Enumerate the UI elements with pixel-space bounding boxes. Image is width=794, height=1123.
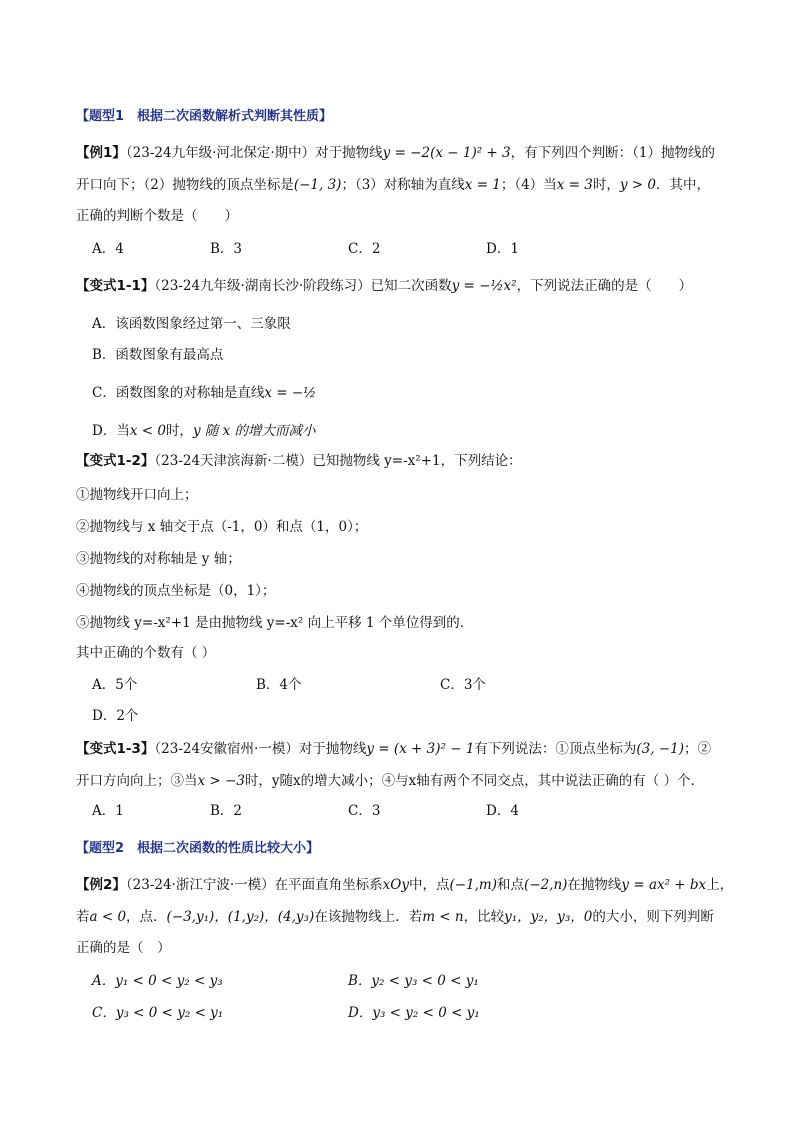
variant-1-1-line-1 [76,277,692,295]
option-d: D．y₃ < y₂ < 0 < y₁ [348,1005,480,1021]
example-2-line-1 [76,876,733,894]
variant-1-3-line-2 [76,772,704,790]
text: 开口向下；（2）抛物线的顶点坐标是 [76,177,294,193]
text: 在抛物线 [567,877,622,893]
option-c: C．y₃ < 0 < y₂ < y₁ [92,1005,224,1021]
math-equation: y = −2(x − 1)² + 3 [382,145,511,161]
option-d: D．1 [486,241,519,257]
example-1-tag: 【例1】 [76,145,126,161]
math-condition: x < 0 [129,423,166,439]
math-equation: y = ax² + bx [621,877,707,893]
variant-1-2-line-1 [76,452,522,470]
variant-1-3-tag: 【变式1-3】 [76,741,155,757]
text: 在该抛物线上．若 [314,909,423,925]
math-condition: a < 0 [89,909,127,925]
math-condition: x > −3 [197,773,245,789]
text: 开口方向向上；③当 [76,773,198,789]
math-axis: x = 1 [464,177,501,193]
option-d [92,422,316,440]
text: 的大小，则下列判断 [592,909,714,925]
variant-1-1-tag: 【变式1-1】 [76,278,155,294]
text: y 随 x 的增大而减小 [192,423,316,439]
statement-3: ③抛物线的对称轴是 y 轴； [76,551,241,567]
math-condition: y > 0 [619,177,656,193]
math-equation: y = (x + 3)² − 1 [366,741,475,757]
option-b: B．3 [210,241,243,257]
math-point: (−2,n) [524,877,568,893]
statement-4: ④抛物线的顶点坐标是（0，1）； [76,583,276,599]
text: C．函数图象的对称轴是直线 [92,385,265,401]
example-1-line-2 [76,176,710,194]
math-points: (−3,y₁)，(1,y₂)，(4,y₃) [166,909,315,925]
example-2-tag: 【例2】 [76,877,126,893]
math-variables: y₁，y₂，y₃，0 [504,909,593,925]
statement-1: ①抛物线开口向上； [76,487,198,503]
text: 时， [165,423,193,439]
text: （23-24天津滨海新·二模）已知抛物线 y=-x²+1，下列结论： [154,453,522,469]
text: 中，点 [408,877,450,893]
text: 时， [592,177,620,193]
example-2-line-2 [76,908,714,926]
text: ，有下列四个判断：（1）抛物线的 [510,145,715,161]
text: ．其中， [655,177,710,193]
variant-1-2-tag: 【变式1-2】 [76,453,155,469]
statement-2: ②抛物线与 x 轴交于点（-1，0）和点（1，0）； [76,519,368,535]
option-d: D．4 [486,803,519,819]
text: ；（4）当 [500,177,557,193]
text: ；② [684,741,712,757]
text: 时，y随x的增大减小；④与x轴有两个不同交点，其中说法正确的有（ ）个． [244,773,705,789]
example-1-line-3: 正确的判断个数是（ ） [76,208,238,224]
text: 若 [76,909,90,925]
example-2-line-3: 正确的是（ ） [76,940,171,956]
option-a: A．y₁ < 0 < y₂ < y₃ [92,973,223,989]
text: 上， [706,877,734,893]
example-1-line-1 [76,144,715,162]
math-condition: x = 3 [556,177,593,193]
text: 有下列说法：①顶点坐标为 [474,741,637,757]
option-b: B．4个 [256,677,302,693]
text: （23-24安徽宿州·一模）对于抛物线 [154,741,367,757]
math-equation: y = −½x² [451,278,517,294]
text: ，比较 [463,909,505,925]
math-axis: x = −½ [264,385,317,401]
option-c: C．2 [348,241,381,257]
option-b: B．y₂ < y₃ < 0 < y₁ [348,973,479,989]
text: （23-24九年级·河北保定·期中）对于抛物线 [125,145,383,161]
math-system: xOy [382,877,409,893]
section-heading-2: 【题型2 根据二次函数的性质比较大小】 [76,841,320,856]
text: D．当 [92,423,130,439]
math-point: (−1,m) [449,877,497,893]
option-a: A．4 [92,241,124,257]
text: ；（3）对称轴为直线 [341,177,465,193]
option-a: A．5个 [92,677,138,693]
option-c: C．3 [348,803,381,819]
math-vertex: (3, −1) [636,741,685,757]
math-vertex: (−1, 3) [293,177,342,193]
text: 和点 [497,877,524,893]
option-c: C．3个 [440,677,486,693]
option-c [92,384,316,402]
statement-5: ⑤抛物线 y=-x²+1 是由抛物线 y=-x² 向上平移 1 个单位得到的． [76,615,474,631]
option-b: B．2 [210,803,243,819]
text: （23-24·浙江宁波·一模）在平面直角坐标系 [125,877,383,893]
math-condition: m < n [422,909,464,925]
option-b: B．函数图象有最高点 [92,347,224,363]
text: （23-24九年级·湖南长沙·阶段练习）已知二次函数 [154,278,452,294]
variant-1-2-question: 其中正确的个数有（ ） [76,645,216,661]
variant-1-3-line-1 [76,740,711,758]
text: ，点． [126,909,167,925]
section-heading-1: 【题型1 根据二次函数解析式判断其性质】 [76,109,333,124]
option-a: A．该函数图象经过第一、三象限 [92,316,291,332]
text: ，下列说法正确的是（ ） [516,278,693,294]
option-a: A．1 [92,803,124,819]
option-d: D．2个 [92,708,139,724]
